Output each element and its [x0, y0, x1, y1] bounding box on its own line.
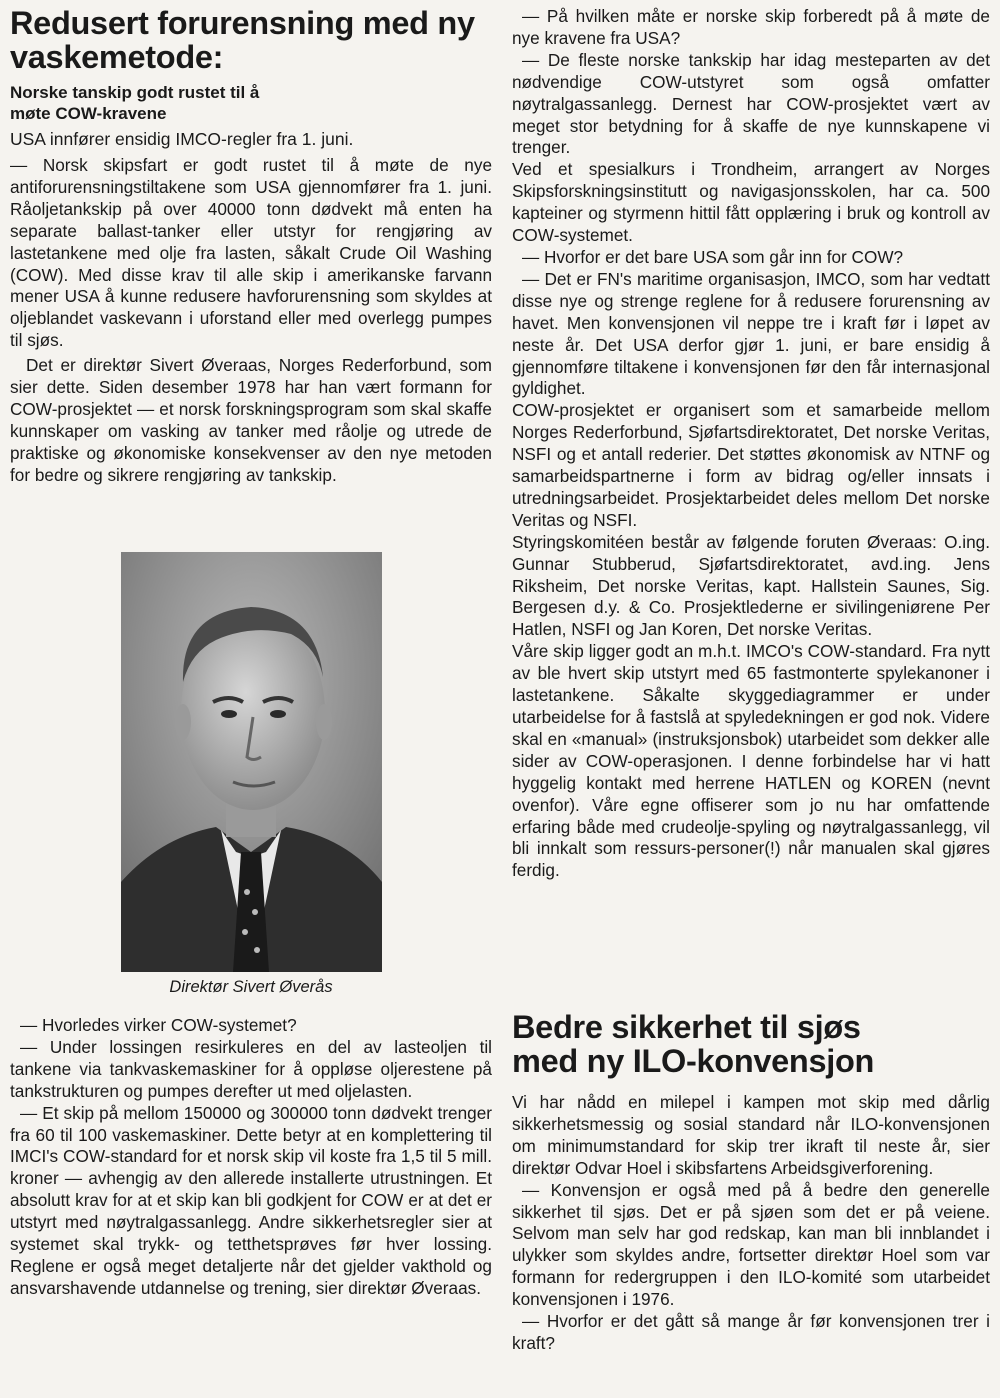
article2 [512, 1010, 990, 1355]
headline-spacer [512, 1078, 990, 1092]
article2-headline-line2: med ny ILO-konvensjon [512, 1043, 875, 1079]
article1-left-top-body [10, 155, 492, 487]
body-paragraph: — Hvorledes virker COW-systemet? [20, 1015, 297, 1035]
body-paragraph: — De fleste norske tankskip har idag mesteparten av det nødvendige COW-utstyret som også omfatter nøytralgassanlegg. Dernest har COW-prosjektet vært av meget stor betydning for å skaffe de nye kunnskapene vi trenger. [512, 49, 990, 158]
article1-right-column [512, 6, 990, 882]
portrait-photo [121, 552, 382, 972]
body-paragraph: Våre skip ligger godt an m.h.t. IMCO's COW-standard. Fra nytt av ble hvert skip utstyrt med 65 fastmonterte spylekanoner i lastetankene. Såkalte skyggediagrammer er under utarbeidelse for å fastslå at spyledekningen er god nok. Videre skal en «manual» (instruksjonsbok) utarbeidet som dekker alle sider av COW-operasjonen. I denne forbindelse har vi hatt hyggelig kontakt med herrene HATLEN og KOREN (nevnt ovenfor). Våre egne offiserer som jo nu har omfattende erfaring både med crudeolje-spyling og nøytralgassanlegg, vil bli innkalt som ressurs-personer(!) når manualen skal gjøres ferdig. [512, 641, 990, 881]
body-paragraph: — Norsk skipsfart er godt rustet til å møte de nye antiforurensningstiltakene som USA gjennomfører fra 1. juni. Råoljetankskip på over 40000 tonn dødvekt må enten ha separate ballast-tanker eller utstyr for rengjøring av lastetankene med olje fra lasten, såkalt Crude Oil Washing (COW). Med disse krav til alle skip i amerikanske farvann mener USA å kunne redusere havforurensning som skyldes at oljeblandet vaskevann i uforstand eller med overlegg pumpes til sjøs. [10, 155, 492, 351]
body-paragraph: Det er direktør Sivert Øveraas, Norges Rederforbund, som sier dette. Siden desember 1978 har han vært formann for COW-prosjektet — et norsk forskningsprogram som skal skaffe kunnskaper om vasking av tanker med råolje og utrede de praktiske og økonomiske konsekvenser av den nye metoden for bedre og sikrere rengjøring av tankskip. [10, 355, 492, 485]
article1-headline: Redusert forurensning med ny vaskemetode: [10, 5, 475, 75]
body-paragraph: — På hvilken måte er norske skip forberedt på å møte de nye kravene fra USA? [512, 6, 990, 48]
body-paragraph: Ved et spesialkurs i Trondheim, arrangert av Norges Skipsforskningsinstitutt og navigasjonsskolen, har ca. 500 kapteiner og styrmenn hittil fått opplæring i bruk og kontroll av COW-systemet. [512, 159, 990, 246]
body-paragraph: — Hvorfor er det gått så mange år før konvensjonen trer i kraft? [512, 1311, 990, 1353]
body-paragraph: — Et skip på mellom 150000 og 300000 tonn dødvekt trenger fra 60 til 100 vaskemaskiner. Dette betyr at en komplettering til IMCI's COW-standard for et norsk skip vil koste fra 1,5 til 5 mill. kroner — avhengig av den allerede installerte utrustningen. Et absolutt krav for at et skip kan bli godkjent for COW er at det er utstyrt med nøytralgassanlegg. Andre sikkerhetsregler sier at systemet skal trykk- og tetthetsprøves før hver lossing. Reglene er også meget detaljerte når det gjelder vakthold og ansvarshavende utdannelse og trening, sier direktør Øveraas. [10, 1102, 492, 1298]
body-paragraph: — Hvorfor er det bare USA som går inn for COW? [522, 246, 904, 267]
article2-headline-line1: Bedre sikkerhet til sjøs [512, 1009, 861, 1045]
body-paragraph: — Under lossingen resirkuleres en del av lasteoljen til tankene via tankvaskemaskiner for å oppløse oljerestene på tankstrukturen og pumpes derefter ut med oljelasten. [10, 1036, 492, 1101]
body-paragraph: Vi har nådd en milepel i kampen mot skip med dårlig sikkerhetsmessig og sosial standard når ILO-konvensjonen om minimumstandard for skip trer ikraft til neste år, sier direktør Odvar Hoel i skibsfartens Arbeidsgiverforening. [512, 1092, 990, 1178]
portrait-illustration [121, 552, 382, 972]
article1-subheadline: Norske tanskip godt rustet til å møte COW-kravene [10, 83, 260, 123]
body-paragraph: COW-prosjektet er organisert som et samarbeide mellom Norges Rederforbund, Sjøfartsdirektoratet, Det norske Veritas, NSFI og et antall rederier. Det støttes økonomisk av NTNF og samarbeidspartnerne i form av bidrag og/eller innsats i utredningsarbeidet. Prosjektarbeidet deles mellom Det norske Veritas og NSFI. [512, 400, 990, 530]
photo-caption: Direktør Sivert Øverås [169, 978, 333, 996]
body-paragraph: Styringskomitéen består av følgende foruten Øveraas: O.ing. Gunnar Stubberud, Sjøfartsdirektoratet, avd.ing. Jens Riksheim, Det norske Veritas, kapt. Hallstein Saunes, Sig. Bergesen d.y. & Co. Prosjektlederne er sivilingeniørene Per Hatlen, NSFI og Jan Koren, Det norske Veritas. [512, 531, 990, 640]
article1-left-bottom-body [10, 1015, 492, 1300]
article1-lede: USA innfører ensidig IMCO-regler fra 1. juni. [10, 129, 354, 149]
body-paragraph: — Konvensjon er også med på å bedre den generelle sikkerhet til sjøs. Det er på sjøen som det er på veiene. Selvom man selv har god redskap, kan man bli innblandet i ulykker som skyldes andre, fortsetter direktør Hoel som var formann for redergruppen i den ILO-komité som utarbeidet konvensjonen i 1976. [512, 1179, 990, 1310]
body-paragraph: — Det er FN's maritime organisasjon, IMCO, som har vedtatt disse nye og strenge reglene for å redusere forurensning av havet. Men konvensjonen vil neppe tre i kraft før i løpet av neste år. Det USA derfor gjør 1. juni, er bare ensidig å gjennomføre tiltakene i konvensjonen før den får internasjonal gyldighet. [512, 268, 990, 399]
article1-left-column [10, 0, 492, 487]
